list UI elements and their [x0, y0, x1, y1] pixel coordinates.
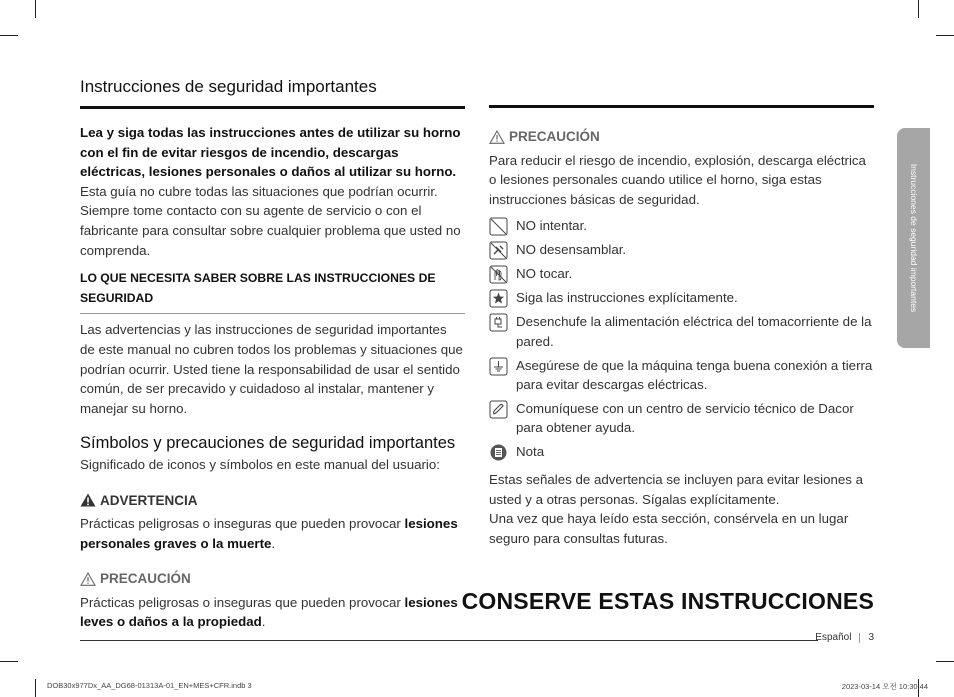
- crop-mark: [918, 0, 919, 18]
- caution-text: Prácticas peligrosas o inseguras que pueden provocar: [80, 594, 405, 610]
- symbol-text: NO intentar.: [516, 218, 587, 234]
- outro-paragraph-1: Estas señales de advertencia se incluyen para evitar lesiones a usted y a otras personas. Sígalas explícitamente.: [489, 471, 864, 507]
- follow-instructions-icon: [489, 289, 508, 308]
- side-tab-label: Instrucciones de seguridad importantes: [908, 163, 919, 313]
- warning-text: Prácticas peligrosas o inseguras que pueden provocar: [80, 516, 405, 532]
- warning-bold: lesiones personales graves o la muerte: [80, 516, 458, 551]
- caution-label-right: [489, 127, 874, 147]
- warning-description: [80, 514, 465, 553]
- list-item: [489, 216, 874, 236]
- print-slug-right: 2023-03-14 오전 10:30:44: [841, 682, 928, 691]
- responsibility-paragraph: Las advertencias y las instrucciones de seguridad importantes de este manual no cubren todos los problemas y situaciones que podrían ocurrir. Usted tiene la responsabilidad de usar el sentido común, de ser precavido y cuidadoso al instalar, mantener y manejar su horno.: [80, 322, 463, 416]
- footer-separator: [859, 633, 860, 643]
- intro-rest: Esta guía no cubre todas las situaciones que podrían ocurrir. Siempre tome contacto con su agente de servicio o con el fabricante para consultar sobre cualquier problema que usted no comprenda.: [80, 183, 461, 258]
- left-column: [80, 123, 465, 632]
- page-number: 3: [868, 632, 874, 643]
- warning-label-text: ADVERTENCIA: [100, 492, 198, 508]
- note-icon: [489, 443, 508, 462]
- outro-paragraph-2: Una vez que haya leído esta sección, consérvela en un lugar seguro para consultas futuras.: [489, 511, 849, 546]
- list-item: [489, 288, 874, 308]
- crop-mark: [936, 35, 954, 36]
- unplug-icon: [489, 313, 508, 332]
- list-item: [489, 356, 874, 395]
- footer: [815, 632, 874, 643]
- list-item: [489, 264, 874, 284]
- symbol-text: NO tocar.: [516, 266, 573, 282]
- ground-icon: [489, 357, 508, 376]
- no-attempt-icon: [489, 217, 508, 236]
- symbol-text: Siga las instrucciones explícitamente.: [516, 290, 738, 306]
- caution-intro: Para reducir el riesgo de incendio, explosión, descarga eléctrica o lesiones personales cuando utilice el horno, siga estas instrucciones básicas de seguridad.: [489, 152, 866, 207]
- caution-triangle-icon: [80, 572, 96, 586]
- symbols-subtitle: Significado de iconos y símbolos en este manual del usuario:: [80, 456, 440, 472]
- side-tab: [897, 128, 930, 348]
- footer-rule: [80, 640, 818, 641]
- crop-mark: [35, 679, 36, 697]
- symbol-text: NO desensamblar.: [516, 242, 627, 258]
- crop-mark: [0, 35, 18, 36]
- intro-paragraph: [80, 123, 465, 260]
- caution-bold: lesiones leves o daños a la propiedad: [80, 594, 458, 630]
- caution-label-text: PRECAUCIÓN: [100, 571, 191, 587]
- symbol-text: Asegúrese de que la máquina tenga buena conexión a tierra para evitar descargas eléctricas.: [516, 357, 873, 393]
- no-disassemble-icon: [489, 241, 508, 260]
- caution-triangle-icon: [489, 130, 505, 144]
- page-heading: Instrucciones de seguridad importantes: [80, 77, 465, 109]
- symbols-heading: Símbolos y precauciones de seguridad importantes: [80, 434, 456, 453]
- symbol-text: Nota: [516, 443, 545, 459]
- warning-triangle-icon: [80, 493, 96, 507]
- list-item: [489, 442, 874, 462]
- symbol-text: Comuníquese con un centro de servicio técnico de Dacor para obtener ayuda.: [516, 400, 854, 436]
- crop-mark: [0, 661, 18, 662]
- crop-mark: [35, 0, 36, 18]
- caution-end: .: [261, 614, 266, 630]
- print-slug-left: DOB30x977Dx_AA_DG68-01313A-01_EN+MES+CFR.indb 3: [47, 681, 252, 690]
- intro-bold: Lea y siga todas las instrucciones antes de utilizar su horno con el fin de evitar riesgos de incendio, descargas eléctricas, lesiones personales o daños al utilizar su horno.: [80, 125, 461, 180]
- warning-end: .: [271, 535, 276, 551]
- symbol-list: [489, 216, 874, 462]
- list-item: [489, 399, 874, 438]
- caution-description: [80, 593, 465, 632]
- symbol-text: Desenchufe la alimentación eléctrica del tomacorriente de la pared.: [516, 314, 872, 349]
- footer-language: Español: [815, 632, 852, 643]
- warning-label: [80, 491, 465, 511]
- list-item: [489, 312, 874, 351]
- caution-label: [80, 569, 465, 589]
- section-subheading: LO QUE NECESITA SABER SOBRE LAS INSTRUCCIONES DE SEGURIDAD: [80, 269, 465, 314]
- phone-icon: [489, 400, 508, 419]
- no-touch-icon: [489, 265, 508, 284]
- list-item: [489, 240, 874, 260]
- heading-rule-right: [489, 105, 874, 108]
- right-column: [489, 127, 874, 548]
- keep-instructions-title: CONSERVE ESTAS INSTRUCCIONES: [461, 588, 874, 614]
- crop-mark: [936, 661, 954, 662]
- caution-label-right-text: PRECAUCIÓN: [509, 129, 600, 144]
